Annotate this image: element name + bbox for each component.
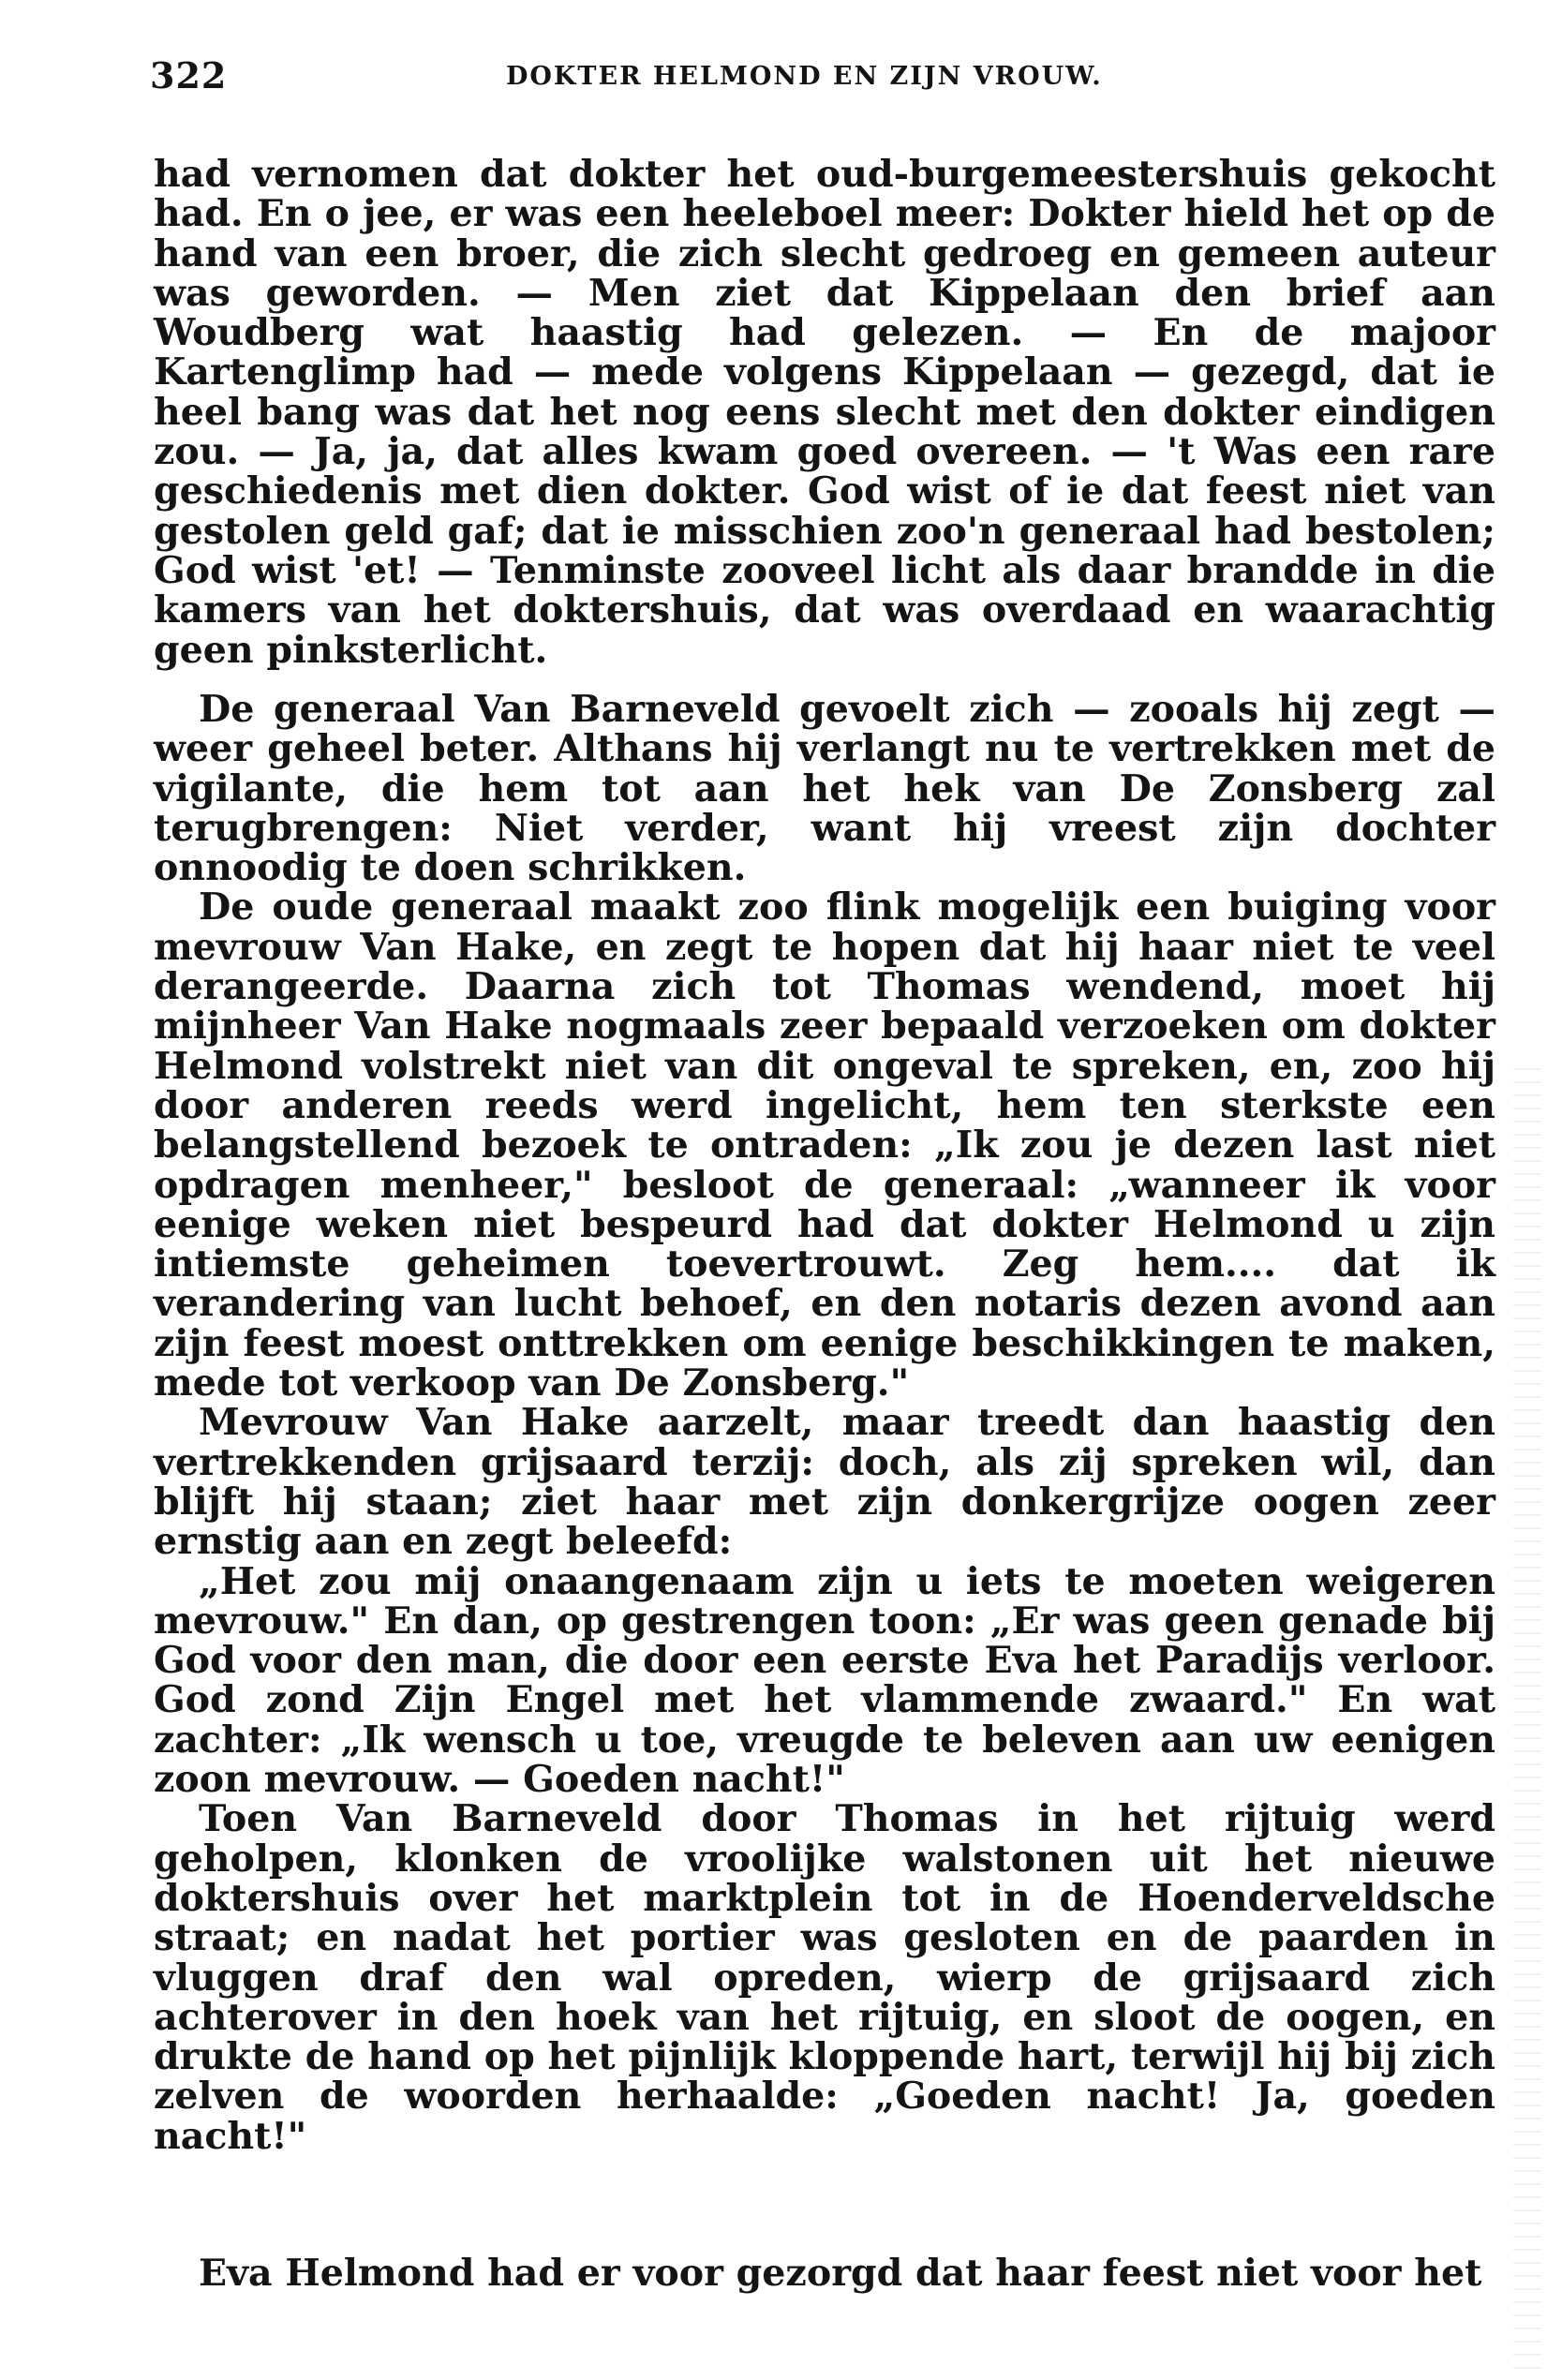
paragraph: Eva Helmond had er voor gezorgd dat haar feest niet voor het — [199, 2252, 1482, 2295]
paragraph: De oude generaal maakt zoo flink mogelijk een buiging voor mevrouw Van Hake, en zegt te hopen dat hij haar niet te veel derangeerde. Daarna zich tot Thomas wendend, moet hij mijnheer Van Hake nogmaals zeer bepaald verzoeken om dokter Helmond volstrekt niet van dit ongeval te spreken, en, zoo hij door anderen reeds werd ingelicht, hem ten sterkste een belangstellend bezoek te ontraden: „Ik zou je dezen last niet opdragen menheer," besloot de generaal: „wanneer ik voor eenige weken niet bespeurd had dat dokter Helmond u zijn intiemste geheimen toevertrouwt. Zeg hem.... dat ik verandering van lucht behoef, en den notaris dezen avond aan zijn feest moest onttrekken om eenige beschikkingen te maken, mede tot verkoop van De Zonsberg." — [154, 885, 1495, 1406]
paragraph: Mevrouw Van Hake aarzelt, maar treedt dan haastig den vertrekkenden grijsaard terzij: doch, als zij spreken wil, dan blijft hij staan; ziet haar met zijn donkergrijze oogen zeer ernstig aan en zegt beleefd: — [154, 1401, 1495, 1564]
running-header — [150, 54, 1499, 111]
text-block-main — [154, 690, 1495, 2156]
paragraph: „Het zou mij onaangenaam zijn u iets te moeten weigeren mevrouw." En dan, op gestrengen toon: „Er was geen genade bij God voor den man, die door een eerste Eva het Paradijs verloor. God zond Zijn Engel met het vlammende zwaard." En wat zachter: „Ik wensch u toe, vreugde te beleven aan uw eenigen zoon mevrouw. — Goeden nacht!" — [154, 1559, 1495, 1802]
text-block-top — [154, 155, 1495, 670]
paragraph: had vernomen dat dokter het oud-burgemeestershuis gekocht had. En o jee, er was een heeleboel meer: Dokter hield het op de hand van een broer, die zich slecht gedroeg en gemeen auteur was geworden. — Men ziet dat Kippelaan den brief aan Woudberg wat haastig had gelezen. — En de majoor Kartenglimp had — mede volgens Kippelaan — gezegd, dat ie heel bang was dat het nog eens slecht met den dokter eindigen zou. — Ja, ja, dat alles kwam goed overeen. — 't Was een rare geschiedenis met dien dokter. God wist of ie dat feest niet van gestolen geld gaf; dat ie misschien zoo'n generaal had bestolen; God wist 'et! — Tenminste zooveel licht als daar brandde in die kamers van het doktershuis, dat was overdaad en waarachtig geen pinksterlicht. — [154, 153, 1495, 672]
paragraph: Toen Van Barneveld door Thomas in het rijtuig werd geholpen, klonken de vroolijke walstonen uit het nieuwe doktershuis over het marktplein tot in de Hoenderveldsche straat; en nadat het portier was gesloten en de paarden in vluggen draf den wal opreden, wierp de grijsaard zich achterover in den hoek van het rijtuig, en sloot de oogen, en drukte de hand op het pijnlijk kloppende hart, terwijl hij bij zich zelven de woorden herhaalde: „Goeden nacht! Ja, goeden nacht!" — [154, 1797, 1495, 2158]
paragraph: De generaal Van Barneveld gevoelt zich — zooals hij zegt — weer geheel beter. Althans hij verlangt nu te vertrekken met de vigilante, die hem tot aan het hek van De Zonsberg zal terugbrengen: Niet verder, want hij vreest zijn dochter onnoodig te doen schrikken. — [154, 688, 1495, 890]
text-block-bottom — [154, 2254, 1495, 2293]
running-title: DOKTER HELMOND EN ZIJN VROUW. — [506, 62, 1103, 91]
page-number: 322 — [150, 54, 228, 97]
scan-edge-noise — [1513, 1068, 1541, 2380]
